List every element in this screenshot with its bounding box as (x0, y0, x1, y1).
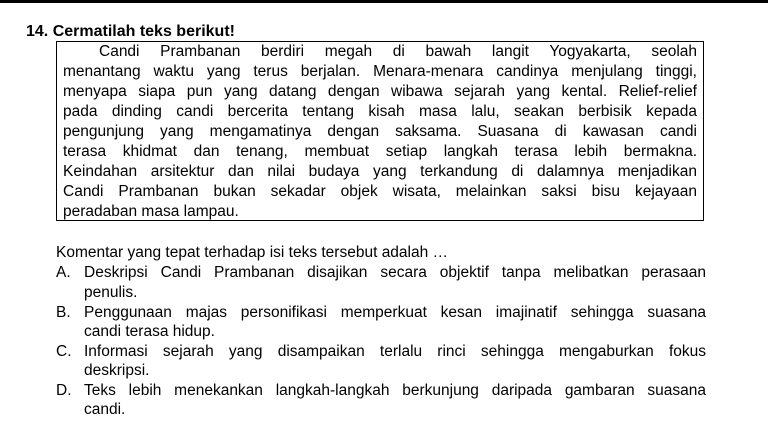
option-text-line: penulis. (84, 284, 138, 301)
passage-line: pada dinding candi bercerita tentang kisah masa lalu, seakan berbisik kepada (63, 103, 697, 120)
passage-line: Candi Prambanan bukan sekadar objek wisata, melainkan saksi bisu kejayaan (63, 183, 697, 200)
passage-line: pengunjung yang mengamatinya dengan saksama. Suasana di kawasan candi (63, 123, 697, 140)
option-letter: C. (56, 343, 72, 360)
passage-line: menyapa siapa pun yang datang dengan wibawa sejarah yang kental. Relief-relief (63, 83, 697, 100)
question-prompt: Komentar yang tepat terhadap isi teks tersebut adalah … (56, 244, 449, 261)
option-text-line: Deskripsi Candi Prambanan disajikan secara objektif tanpa melibatkan perasaan (84, 264, 706, 281)
option-letter: D. (56, 382, 72, 399)
passage-box (56, 41, 704, 221)
option-text-line: candi. (84, 401, 126, 418)
passage-line: peradaban masa lampau. (63, 203, 239, 220)
option-letter: A. (56, 264, 71, 281)
option-letter: B. (56, 304, 71, 321)
option-text-line: Informasi sejarah yang disampaikan terlalu rinci sehingga mengaburkan fokus (84, 343, 706, 360)
passage-line: Candi Prambanan berdiri megah di bawah langit Yogyakarta, seolah (99, 43, 697, 60)
passage-line: Keindahan arsitektur dan nilai budaya yang terkandung di dalamnya menjadikan (63, 163, 697, 180)
passage-line: menantang waktu yang terus berjalan. Menara-menara candinya menjulang tinggi, (63, 63, 697, 80)
option-text-line: deskripsi. (84, 362, 150, 379)
option-text-line: Teks lebih menekankan langkah-langkah berkunjung daripada gambaran suasana (84, 382, 706, 399)
option-text-line: candi terasa hidup. (84, 323, 215, 340)
option-text-line: Penggunaan majas personifikasi memperkuat kesan imajinatif sehingga suasana (84, 304, 706, 321)
question-title: 14. Cermatilah teks berikut! (26, 23, 235, 40)
passage-line: terasa khidmat dan tenang, membuat setiap langkah terasa lebih bermakna. (63, 143, 697, 160)
top-divider (0, 0, 768, 3)
